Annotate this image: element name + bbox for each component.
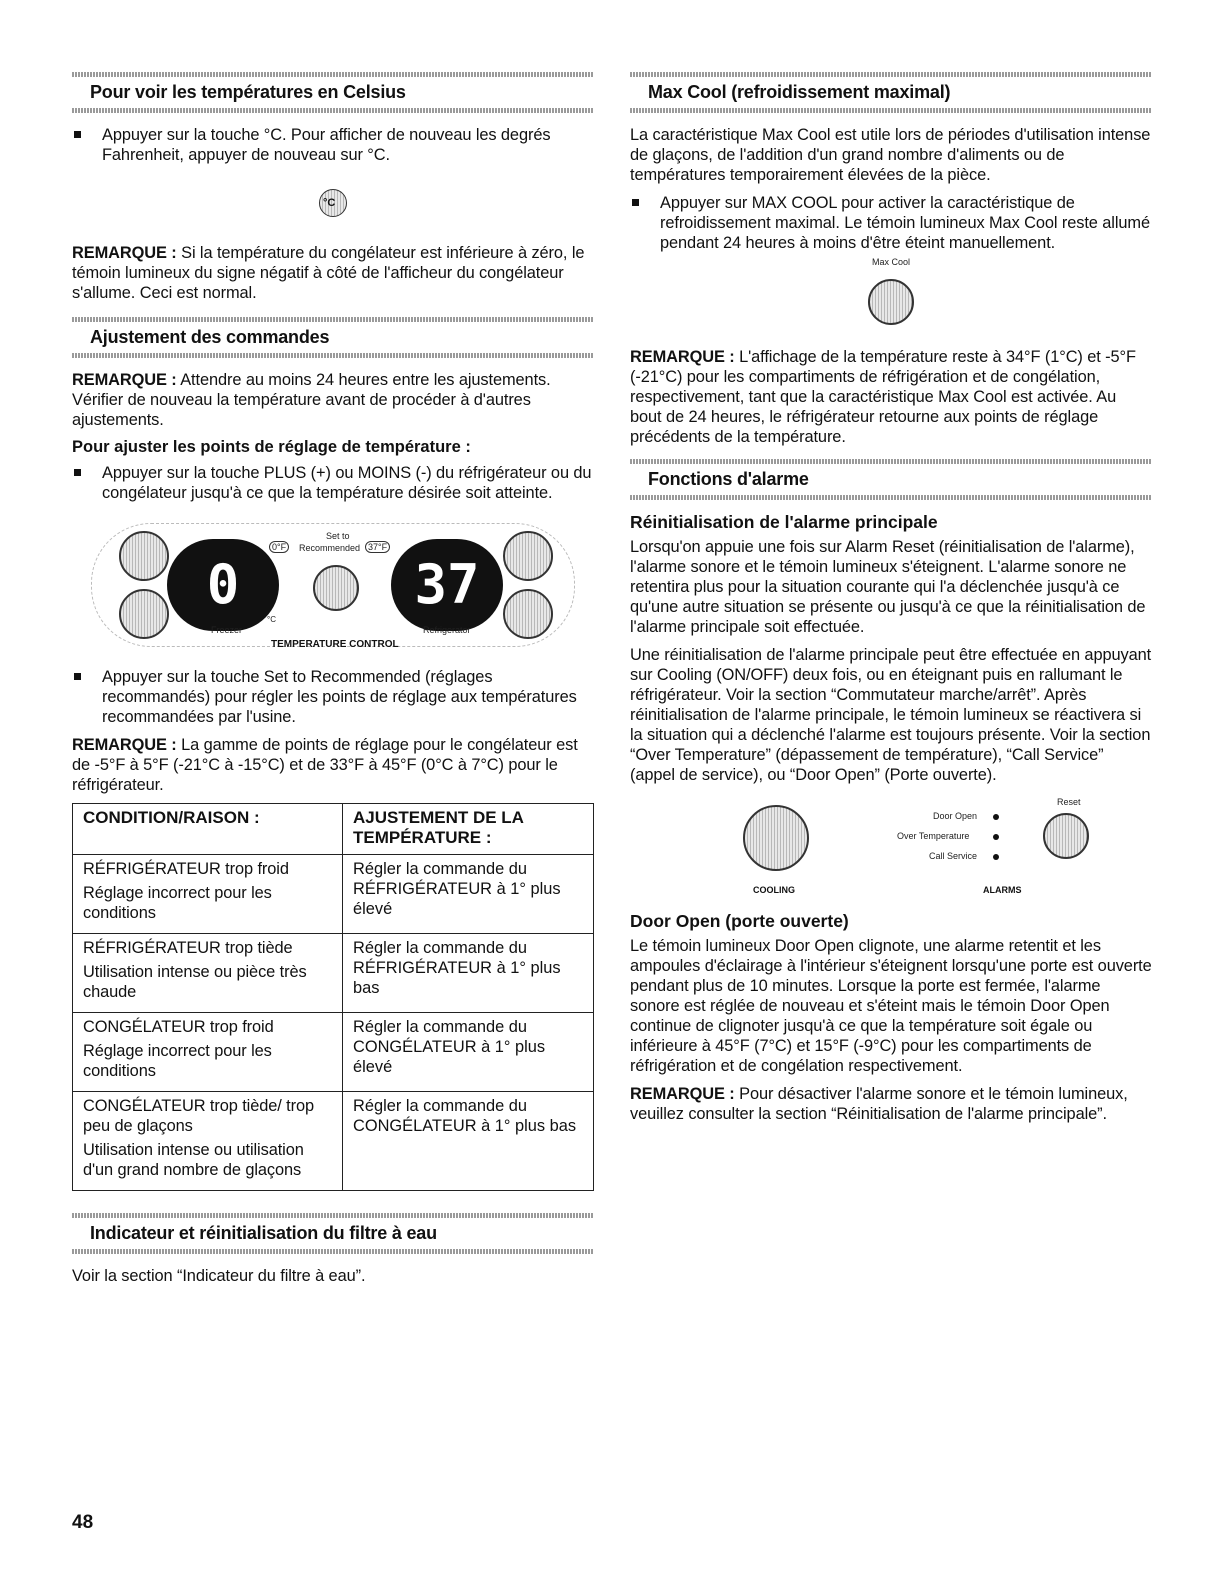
body-paragraph: Le témoin lumineux Door Open clignote, une alarme retentit et les ampoules d'éclairage à l'intérieur s'éteignent lorsqu'une porte est ouverte pendant plus de 10 minutes. Lorsque la porte est fermée, l'alarme sonore est réglée de nouveau et s'éteint mais le témoin Door Open continue de clignoter jusqu'à ce que la température soit égale ou inférieure à 45°F (7°C) et 15°F (-9°C) pour les compartiments de réfrigération et de congélation respectivement. [630,937,1152,1075]
table-row [73,855,594,934]
condition-text: RÉFRIGÉRATEUR trop froid [83,860,289,878]
bullet-item: Appuyer sur MAX COOL pour activer la caractéristique de refroidissement maximal. Le témoin lumineux Max Cool reste allumé pendant 24 heures à moins d'être éteint manuellement. [630,193,1152,253]
section-title: Fonctions d'alarme [648,469,809,489]
fridge-plus-button-icon [503,531,553,581]
note-keyword: REMARQUE : [72,371,177,389]
bullet-item: Appuyer sur la touche Set to Recommended (réglages recommandés) pour régler les points de réglage aux températures recommandées par l'usine. [72,667,594,727]
body-paragraph: La caractéristique Max Cool est utile lors de périodes d'utilisation intense de glaçons, de l'addition d'un grand nombre d'aliments ou de températures temporairement élevées de la pièce. [630,126,1151,184]
max-cool-button-icon [868,279,914,325]
note-keyword: REMARQUE : [630,348,735,366]
freezer-minus-button-icon [119,589,169,639]
note-keyword: REMARQUE : [72,736,177,754]
fridge-display [391,539,503,631]
fridge-recommended-temp: 37°F [365,541,390,553]
door-open-light-icon [993,814,999,820]
freezer-label: Freezer [211,625,243,635]
note-paragraph [72,243,594,303]
section-title: Max Cool (refroidissement maximal) [648,82,951,102]
table-cell-condition [73,855,343,934]
section-title: Indicateur et réinitialisation du filtre à eau [90,1223,437,1243]
temperature-control-label: TEMPERATURE CONTROL [271,639,399,650]
condition-text: CONGÉLATEUR trop tiède/ trop peu de glaçons [83,1097,314,1135]
subheading: Pour ajuster les points de réglage de température : [72,438,471,456]
adjustment-table [72,803,594,1191]
table-row [73,1013,594,1092]
bullet-item: Appuyer sur la touche PLUS (+) ou MOINS (-) du réfrigérateur ou du congélateur jusqu'à ce que la température désirée soit atteinte. [72,463,594,503]
reset-button-icon [1043,813,1089,859]
body-paragraph: Une réinitialisation de l'alarme principale peut être effectuée en appuyant sur Cooling (ON/OFF) deux fois, ou en éteignant puis en rallumant le réfrigérateur. Voir la section “Commutateur marche/arrêt”. Après réinitialisation de l'alarme principale, le témoin lumineux se réactivera si la situation qui a déclenché l'alarme est toujours présente. Voir la section “Over Temperature” (dépassement de température), “Call Service” (appel de service), ou “Door Open” (Porte ouverte). [630,646,1152,784]
reason-text: Utilisation intense ou utilisation d'un grand nombre de glaçons [83,1141,304,1179]
max-cool-button-figure [831,257,951,337]
celsius-button-figure [313,183,353,223]
table-row [73,1092,594,1191]
over-temperature-light-icon [993,834,999,840]
alarm-panel-figure [691,797,1091,901]
section-header-celsius [72,72,594,113]
condition-text: CONGÉLATEUR trop froid [83,1018,274,1036]
freezer-recommended-temp: 0°F [269,541,289,553]
recommended-label: Recommended [299,543,361,553]
door-open-label: Door Open [933,811,978,821]
over-temperature-label: Over Temperature [897,831,970,841]
temperature-control-panel-figure [83,517,583,657]
reason-text: Réglage incorrect pour les conditions [83,884,272,922]
table-cell-adjustment: Régler la commande du RÉFRIGÉRATEUR à 1° plus élevé [343,855,594,934]
table-header-row [73,804,594,855]
call-service-light-icon [993,854,999,860]
note-text: La gamme de points de réglage pour le congélateur est de -5°F à 5°F (-21°C à -15°C) et de 33°F à 45°F (0°C à 7°C) pour le réfrigérateur. [72,736,578,794]
note-paragraph [72,370,594,430]
note-text: L'affichage de la température reste à 34°F (1°C) et -5°F (-21°C) pour les compartiments de réfrigération et de congélation, respectivement, tant que la caractéristique Max Cool est activée. Au bout de 24 heures, le réfrigérateur retourne aux points de réglage précédents de la température. [630,348,1136,446]
alarms-label: ALARMS [983,885,1022,895]
table-cell-condition [73,934,343,1013]
celsius-small-icon: °C [267,615,276,624]
freezer-plus-button-icon [119,531,169,581]
celsius-icon-label: °C [323,197,336,209]
left-column [72,72,594,1294]
note-text: Attendre au moins 24 heures entre les ajustements. Vérifier de nouveau la température avant de procéder à d'autres ajustements. [72,371,551,429]
bullet-list [72,463,594,503]
section-header-filtre [72,1213,594,1254]
bullet-item: Appuyer sur la touche °C. Pour afficher de nouveau les degrés Fahrenheit, appuyer de nouveau sur °C. [72,125,594,165]
table-cell-adjustment: Régler la commande du CONGÉLATEUR à 1° plus élevé [343,1013,594,1092]
bullet-list [630,193,1152,253]
table-cell-adjustment: Régler la commande du RÉFRIGÉRATEUR à 1° plus bas [343,934,594,1013]
section-header-max-cool [630,72,1152,113]
set-to-label: Set to [326,531,350,541]
table-row [73,934,594,1013]
bullet-list [72,667,594,727]
subheading: Réinitialisation de l'alarme principale [630,512,938,532]
note-text: Pour désactiver l'alarme sonore et le témoin lumineux, veuillez consulter la section “Réinitialisation de l'alarme principale”. [630,1085,1128,1123]
section-title: Pour voir les températures en Celsius [90,82,406,102]
body-paragraph: Voir la section “Indicateur du filtre à eau”. [72,1267,366,1285]
note-keyword: REMARQUE : [630,1085,735,1103]
subheading: Door Open (porte ouverte) [630,911,849,931]
max-cool-label: Max Cool [871,257,910,267]
table-header-condition: CONDITION/RAISON : [73,804,343,855]
note-paragraph [72,735,594,795]
reason-text: Utilisation intense ou pièce très chaude [83,963,307,1001]
condition-text: RÉFRIGÉRATEUR trop tiède [83,939,293,957]
cooling-label: COOLING [753,885,795,895]
set-to-recommended-button-icon [313,565,359,611]
cooling-button-icon [743,805,809,871]
note-paragraph [630,1084,1152,1124]
table-cell-adjustment: Régler la commande du CONGÉLATEUR à 1° plus bas [343,1092,594,1191]
note-paragraph [630,347,1152,447]
table-cell-condition [73,1092,343,1191]
call-service-label: Call Service [929,851,978,861]
fridge-minus-button-icon [503,589,553,639]
section-header-alarme [630,459,1152,500]
table-cell-condition [73,1013,343,1092]
freezer-display [167,539,279,631]
page-number: 48 [72,1512,94,1533]
note-keyword: REMARQUE : [72,244,177,262]
right-column [630,72,1152,1132]
body-paragraph: Lorsqu'on appuie une fois sur Alarm Reset (réinitialisation de l'alarme), l'alarme sonore et le témoin lumineux s'éteignent. L'alarme sonore ne retentira plus pour la situation courante qui l'a déclenchée jusqu'à ce qu'une autre situation se présente ou jusqu'à ce que la réinitialisation de l'alarme principale soit effectuée. [630,538,1146,636]
bullet-list [72,125,594,165]
reset-label: Reset [1057,797,1081,807]
freezer-display-value: 0 [206,553,240,616]
fridge-display-value: 37 [414,553,480,616]
section-header-ajustement [72,317,594,358]
table-header-adjustment: AJUSTEMENT DE LA TEMPÉRATURE : [343,804,594,855]
note-text: Si la température du congélateur est inférieure à zéro, le témoin lumineux du signe négatif à côté de l'afficheur du congélateur s'allume. Ceci est normal. [72,244,585,302]
section-title: Ajustement des commandes [90,327,330,347]
refrigerator-label: Refrigerator [423,625,471,635]
reason-text: Réglage incorrect pour les conditions [83,1042,272,1080]
